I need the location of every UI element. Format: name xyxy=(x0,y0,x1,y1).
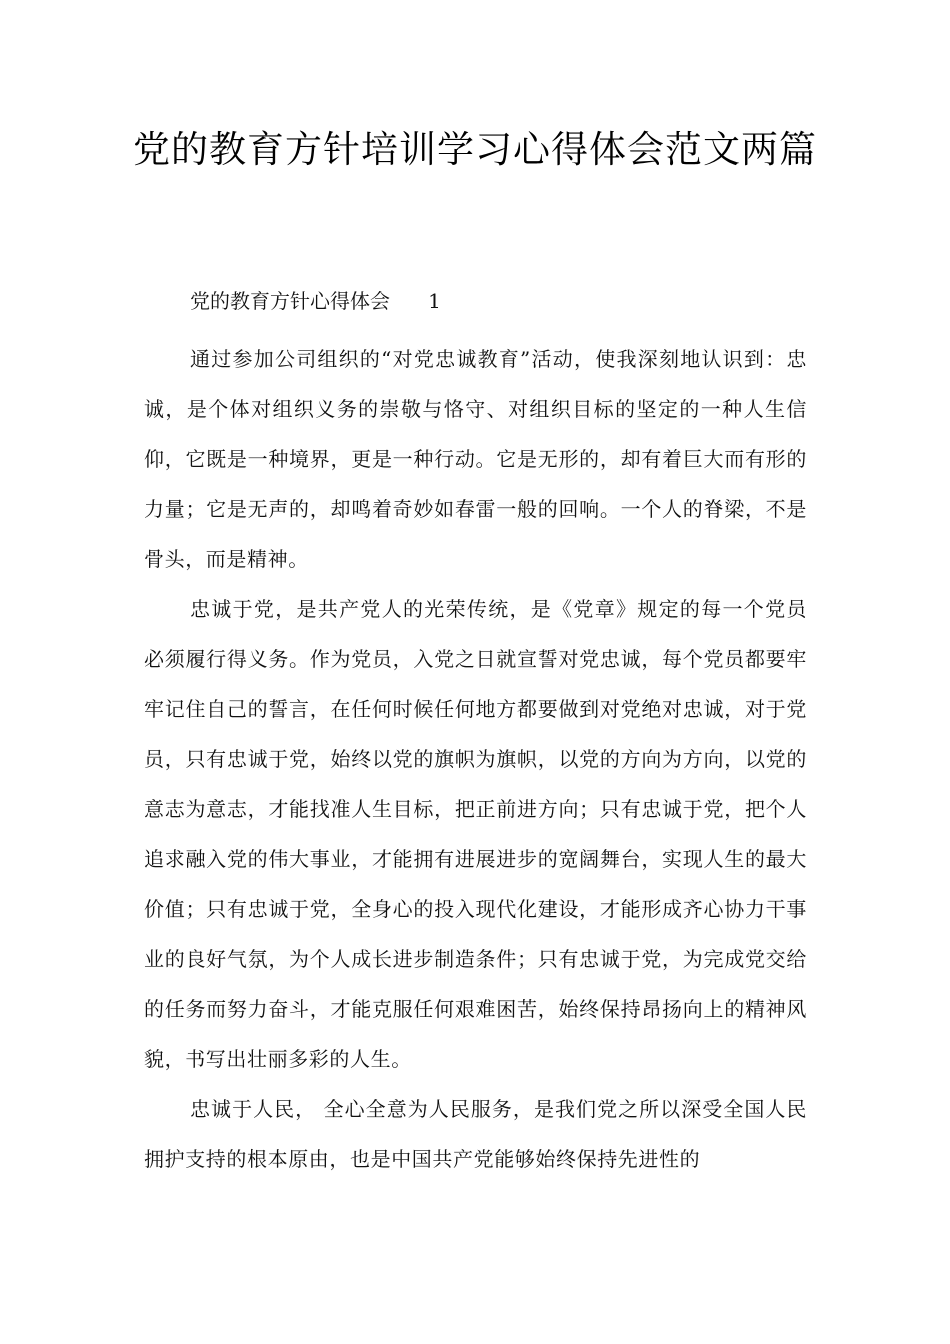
document-body xyxy=(144,334,807,1184)
paragraph-2: 忠诚于党，是共产党人的光荣传统，是《党章》规定的每一个党员必须履行得义务。作为党员，入党之日就宣誓对党忠诚，每个党员都要牢牢记住自己的誓言，在任何时候任何地方都要做到对党绝对忠诚，对于党员，只有忠诚于党，始终以党的旗帜为旗帜，以党的方向为方向，以党的意志为意志，才能找准人生目标，把正前进方向；只有忠诚于党，把个人追求融入党的伟大事业，才能拥有进展进步的宽阔舞台，实现人生的最大价值；只有忠诚于党，全身心的投入现代化建设，才能形成齐心协力干事业的良好气氛，为个人成长进步制造条件；只有忠诚于党，为完成党交给的任务而努力奋斗，才能克服任何艰难困苦，始终保持昂扬向上的精神风貌，书写出壮丽多彩的人生。 xyxy=(144,597,807,1071)
paragraph-1: 通过参加公司组织的“对党忠诚教育”活动，使我深刻地认识到：忠诚，是个体对组织义务的崇敬与恪守、对组织目标的坚定的一种人生信仰，它既是一种境界，更是一种行动。它是无形的，却有着巨大而有形的力量；它是无声的，却鸣着奇妙如春雷一般的回响。一个人的脊梁，不是骨头，而是精神。 xyxy=(144,347,807,571)
section-heading: 党的教育方针心得体会 1 xyxy=(190,289,441,313)
paragraph-3: 忠诚于人民， 全心全意为人民服务，是我们党之所以深受全国人民拥护支持的根本原由，也是中国共产党能够始终保持先进性的 xyxy=(144,1097,807,1171)
document-title: 党的教育方针培训学习心得体会范文两篇 xyxy=(133,128,817,171)
